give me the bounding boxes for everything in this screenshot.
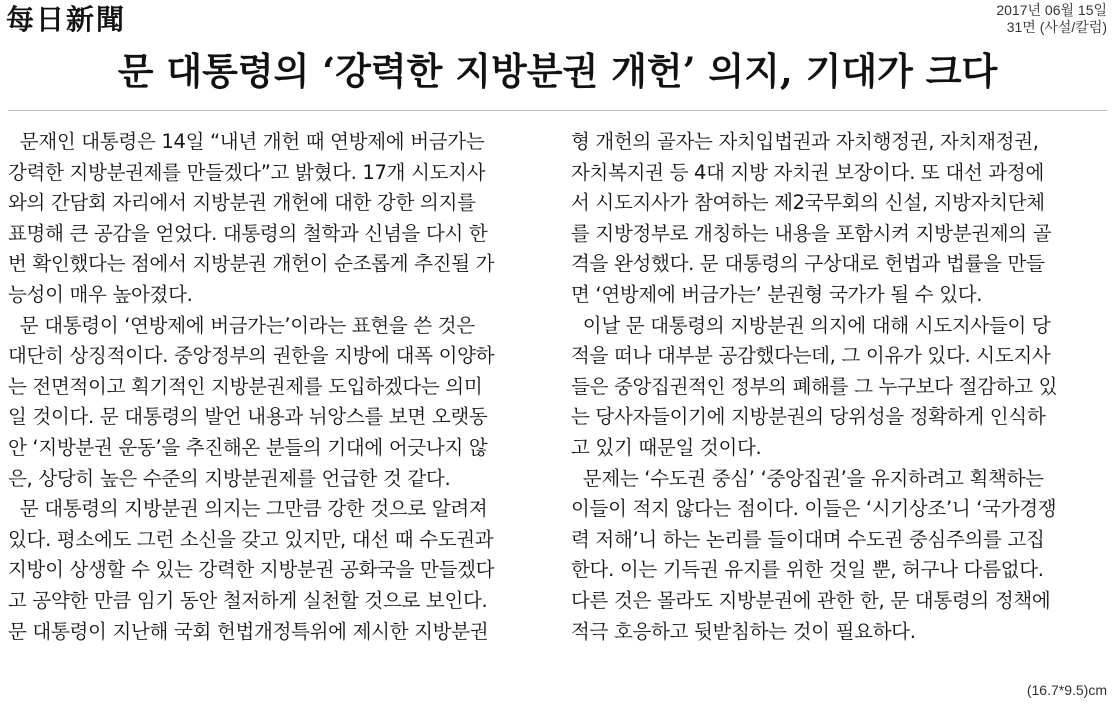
article-line: 자치복지권 등 4대 지방 자치권 보장이다. 또 대선 과정에 (571, 160, 1045, 184)
article-headline: 문 대통령의 ‘강력한 지방분권 개헌’ 의지, 기대가 크다 (117, 49, 998, 93)
article-line: 문제는 ‘수도권 중심’ ‘중앙집권’을 유지하려고 획책하는 (571, 466, 1044, 490)
article-line: 은, 상당히 높은 수준의 지방분권제를 언급한 것 같다. (8, 466, 451, 490)
article-line: 있다. 평소에도 그런 소신을 갖고 있지만, 대선 때 수도권과 (8, 527, 494, 551)
article-column-right (571, 127, 1111, 647)
article-line: 한다. 이는 기득권 유지를 위한 것일 뿐, 허구나 다름없다. (571, 558, 1044, 582)
article-line: 강력한 지방분권제를 만들겠다”고 밝혔다. 17개 시도지사 (8, 160, 486, 184)
article-line: 표명해 큰 공감을 얻었다. 대통령의 철학과 신념을 다시 한 (8, 221, 488, 245)
publication-date: 2017년 06월 15일 (996, 2, 1107, 18)
article-line: 능성이 매우 높아졌다. (8, 282, 193, 306)
article-line: 문 대통령이 ‘연방제에 버금가는’이라는 표현을 쓴 것은 (8, 313, 475, 337)
article-size-note: (16.7*9.5)cm (1026, 682, 1107, 698)
article-line: 와의 간담회 자리에서 지방분권 개헌에 대한 강한 의지를 (8, 191, 476, 215)
article-line: 는 전면적이고 획기적인 지방분권제를 도입하겠다는 의미 (8, 374, 483, 398)
headline-divider (8, 110, 1107, 111)
article-line: 격을 완성했다. 문 대통령의 구상대로 헌법과 법률을 만들 (571, 252, 1045, 276)
article-line: 다른 것은 몰라도 지방분권에 관한 한, 문 대통령의 정책에 (571, 588, 1051, 612)
article-line: 력 저해’니 하는 논리를 들이대며 수도권 중심주의를 고집 (571, 527, 1045, 551)
publication-meta (996, 2, 1107, 36)
article-line: 문 대통령이 지난해 국회 헌법개정특위에 제시한 지방분권 (8, 619, 489, 643)
article-column-left (8, 127, 548, 647)
article-line: 를 지방정부로 개칭하는 내용을 포함시켜 지방분권제의 골 (571, 221, 1052, 245)
article-line: 형 개헌의 골자는 자치입법권과 자치행정권, 자치재정권, (571, 130, 1039, 153)
article-line: 문 대통령의 지방분권 의지는 그만큼 강한 것으로 알려져 (8, 497, 488, 521)
article-line: 는 당사자들이기에 지방분권의 당위성을 정확하게 인식하 (571, 405, 1046, 429)
page-section: 31면 (사설/칼럼) (1006, 19, 1107, 35)
article-line: 이날 문 대통령의 지방분권 의지에 대해 시도지사들이 당 (571, 313, 1051, 337)
newspaper-masthead: 每日新聞 (6, 3, 127, 36)
article-line: 고 공약한 만큼 임기 동안 철저하게 실천할 것으로 보인다. (8, 588, 488, 612)
article-line: 안 ‘지방분권 운동’을 추진해온 분들의 기대에 어긋나지 않 (8, 435, 488, 459)
article-line: 면 ‘연방제에 버금가는’ 분권형 국가가 될 수 있다. (571, 282, 983, 306)
article-line: 서 시도지사가 참여하는 제2국무회의 신설, 지방자치단체 (571, 191, 1045, 215)
article-line: 문재인 대통령은 14일 “내년 개헌 때 연방제에 버금가는 (8, 130, 485, 153)
article-line: 대단히 상징적이다. 중앙정부의 권한을 지방에 대폭 이양하 (8, 344, 495, 368)
article-line: 번 확인했다는 점에서 지방분권 개헌이 순조롭게 추진될 가 (8, 252, 495, 276)
article-line: 들은 중앙집권적인 정부의 폐해를 그 누구보다 절감하고 있 (571, 374, 1058, 398)
article-line: 적을 떠나 대부분 공감했다는데, 그 이유가 있다. 시도지사 (571, 344, 1051, 368)
article-line: 지방이 상생할 수 있는 강력한 지방분권 공화국을 만들겠다 (8, 558, 495, 582)
article-line: 이들이 적지 않다는 점이다. 이들은 ‘시기상조’니 ‘국가경쟁 (571, 497, 1057, 521)
article-line: 고 있기 때문일 것이다. (571, 435, 762, 459)
article-line: 일 것이다. 문 대통령의 발언 내용과 뉘앙스를 보면 오랫동 (8, 405, 488, 429)
article-line: 적극 호응하고 뒷받침하는 것이 필요하다. (571, 619, 916, 643)
